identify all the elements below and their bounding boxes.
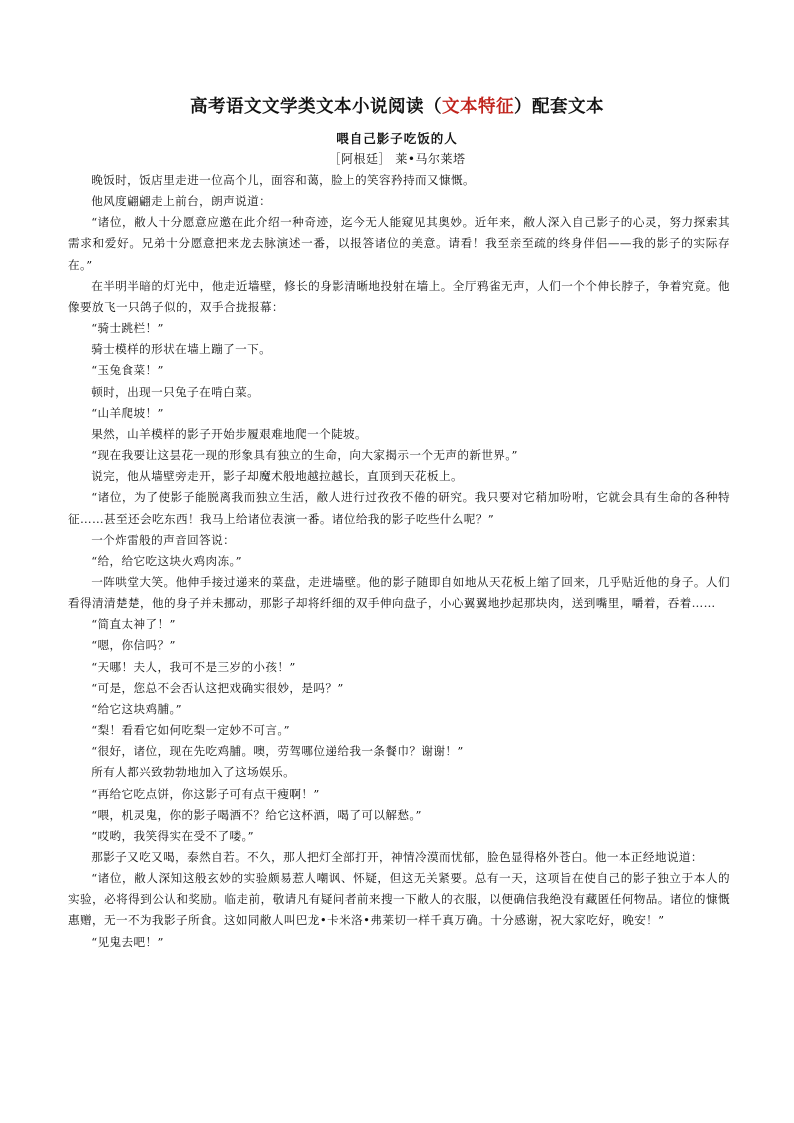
story-paragraph: “哎哟，我笑得实在受不了喽。” <box>91 828 254 843</box>
story-paragraph: 晚饭时，饭店里走进一位高个儿，面容和蔼，脸上的笑容矜持而又慷慨。 <box>91 173 475 187</box>
story-paragraph: 果然，山羊模样的影子开始步履艰难地爬一个陡坡。 <box>91 426 368 441</box>
story-paragraph: “给它这块鸡脯。” <box>91 701 182 716</box>
story-title: 喂自己影子吃饭的人 <box>336 131 458 146</box>
story-byline: ［阿根廷］ 莱•马尔莱塔 <box>328 152 466 166</box>
story-paragraph: “可是，您总不会否认这把戏确实很妙，是吗？” <box>91 680 344 695</box>
story-paragraph: 他风度翩翩走上前台，朗声说道： <box>91 194 272 209</box>
story-paragraph: 所有人都兴致勃勃地加入了这场娱乐。 <box>91 765 296 780</box>
title-suffix: ）配套文本 <box>514 97 604 117</box>
story-paragraph: “诸位，为了使影子能脱离我而独立生活，敝人进行过孜孜不倦的研究。我只要对它稍加吩咐，它就会具有生命的各种特征……甚至还会吃东西！我马上给诸位表演一番。诸位给我的影子吃些什么呢？” <box>68 490 730 526</box>
story-paragraph: “喂，机灵鬼，你的影子喝酒不？给它这杯酒，喝了可以解愁。” <box>91 807 422 822</box>
story-paragraph: “玉兔食菜！” <box>91 363 164 378</box>
story-paragraph: “骑士跳栏！” <box>91 321 164 336</box>
story-paragraph: “梨！看看它如何吃梨一定妙不可言。” <box>91 723 290 738</box>
story-paragraph: “嗯，你信吗？” <box>91 638 176 653</box>
story-paragraph: 一个炸雷般的声音回答说： <box>91 532 236 547</box>
story-paragraph: 在半明半暗的灯光中，他走近墙壁，修长的身影清晰地投射在墙上。全厅鸦雀无声，人们一个个伸长脖子，争着究竟。他像要放飞一只鸽子似的，双手合拢报幕： <box>68 278 730 314</box>
title-prefix: 高考语文文学类文本小说阅读（ <box>190 97 442 117</box>
story-paragraph: 一阵哄堂大笑。他伸手接过递来的菜盘，走进墙壁。他的影子随即自如地从天花板上缩了回来，几乎贴近他的身子。人们看得清清楚楚，他的身子并未挪动，那影子却将纤细的双手伸向盘子，小心翼翼地抄起那块肉，送到嘴里，嚼着，吞着…… <box>68 574 730 611</box>
story-paragraph: “再给它吃点饼，你这影子可有点干瘦啊！” <box>91 786 320 801</box>
story-paragraph: “诸位，敝人十分愿意应邀在此介绍一种奇迹，迄今无人能窥见其奥妙。近年来，敝人深入自己影子的心灵，努力探索其需求和爱好。兄弟十分愿意把来龙去脉演述一番，以报答诸位的美意。请看！我至亲至疏的终身伴侣——我的影子的实际存在。” <box>68 215 730 272</box>
story-paragraph: “见鬼去吧！” <box>91 934 164 949</box>
story-paragraph: 说完，他从墙壁旁走开，影子却魔术般地越拉越长，直顶到天花板上。 <box>91 469 463 484</box>
story-paragraph: “诸位，敝人深知这般玄妙的实验颇易惹人嘲讽、怀疑，但这无关紧要。总有一天，这项旨在使自己的影子独立于本人的实验，必将得到公认和奖励。临走前，敬请凡有疑问者前来搜一下敝人的衣服，以便确信我绝没有藏匿任何物品。诸位的慷慨惠赠，无一不为我影子所食。这如同敝人叫巴龙•卡米洛•弗莱切一样千真万确。十分感谢，祝大家吃好，晚安！” <box>68 871 730 928</box>
story-paragraph: 顿时，出现一只兔子在啃白菜。 <box>91 384 260 399</box>
story-paragraph: 骑士模样的形状在墙上蹦了一下。 <box>91 342 272 357</box>
story-paragraph: “给，给它吃这块火鸡肉冻。” <box>91 553 242 568</box>
story-body <box>68 170 730 953</box>
story-paragraph: 那影子又吃又喝，泰然自若。不久，那人把灯全部打开，神情冷漠而忧郁，脸色显得格外苍白。他一本正经地说道： <box>91 850 703 864</box>
story-paragraph: “现在我要让这昙花一现的形象具有独立的生命，向大家揭示一个无声的新世界。” <box>91 448 518 463</box>
document-title <box>0 93 794 118</box>
title-highlight: 文本特征 <box>442 97 514 117</box>
story-paragraph: “简直太神了！” <box>91 617 176 632</box>
story-paragraph: “很好，诸位，现在先吃鸡脯。噢，劳驾哪位递给我一条餐巾？谢谢！” <box>91 744 464 759</box>
story-paragraph: “天哪！夫人，我可不是三岁的小孩！” <box>91 659 296 674</box>
story-paragraph: “山羊爬坡！” <box>91 405 164 420</box>
